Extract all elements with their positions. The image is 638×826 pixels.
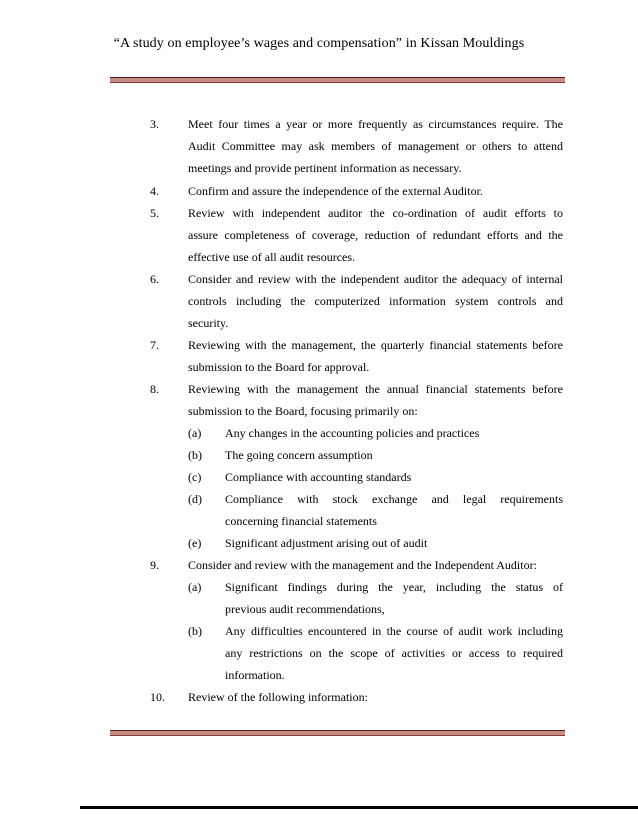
item-number: 4. [150, 184, 159, 198]
item-number: 7. [150, 338, 159, 352]
item-number: 8. [150, 382, 159, 396]
sub-item-line: Compliance with accounting standards [225, 470, 412, 484]
item-line: Reviewing with the management, the quarterly financial statements before [188, 338, 563, 352]
item-number: 6. [150, 272, 159, 286]
sub-item-line: Significant adjustment arising out of audit [225, 536, 428, 550]
sub-item-line: concerning financial statements [225, 514, 377, 528]
item-number: 3. [150, 117, 159, 131]
sub-item-letter: (d) [188, 492, 202, 506]
item-line: effective use of all audit resources. [188, 250, 356, 264]
item-number: 9. [150, 558, 159, 572]
sub-item-line: The going concern assumption [225, 448, 373, 462]
item-line: controls including the computerized information system controls and [188, 294, 563, 308]
item-line: Audit Committee may ask members of management or others to attend [188, 139, 563, 153]
item-line: Reviewing with the management the annual financial statements before [188, 382, 563, 396]
sub-item-letter: (e) [188, 536, 202, 550]
item-number: 5. [150, 206, 159, 220]
sub-item-line: Significant findings during the year, including the status of [225, 580, 563, 594]
item-line: submission to the Board for approval. [188, 360, 370, 374]
sub-item-line: any restrictions on the scope of activities or access to required [225, 646, 563, 660]
sub-item-letter: (c) [188, 470, 202, 484]
sub-item-line: Any difficulties encountered in the course of audit work including [225, 624, 563, 638]
page-bottom-line [80, 806, 638, 809]
sub-item-letter: (b) [188, 448, 202, 462]
running-header: “A study on employee’s wages and compensation” in Kissan Mouldings [113, 36, 525, 51]
sub-item-line: Any changes in the accounting policies and practices [225, 426, 480, 440]
item-line: security. [188, 316, 229, 330]
footer-rule [110, 730, 565, 736]
sub-item-line: Compliance with stock exchange and legal requirements [225, 492, 563, 506]
sub-item-line: previous audit recommendations, [225, 602, 385, 616]
item-line: Meet four times a year or more frequently as circumstances require. The [188, 117, 563, 131]
sub-item-line: information. [225, 668, 285, 682]
item-line: Review with independent auditor the co-ordination of audit efforts to [188, 206, 563, 220]
item-number: 10. [150, 690, 165, 704]
item-line: submission to the Board, focusing primarily on: [188, 404, 418, 418]
item-line: Consider and review with the independent auditor the adequacy of internal [188, 272, 563, 286]
item-line: meetings and provide pertinent information as necessary. [188, 161, 462, 175]
sub-item-letter: (b) [188, 624, 202, 638]
sub-item-letter: (a) [188, 580, 202, 594]
item-line: assure completeness of coverage, reduction of redundant efforts and the [188, 228, 563, 242]
item-line: Consider and review with the management and the Independent Auditor: [188, 558, 537, 572]
item-line: Review of the following information: [188, 690, 368, 704]
sub-item-letter: (a) [188, 426, 202, 440]
item-line: Confirm and assure the independence of the external Auditor. [188, 184, 483, 198]
header-rule [110, 77, 565, 83]
